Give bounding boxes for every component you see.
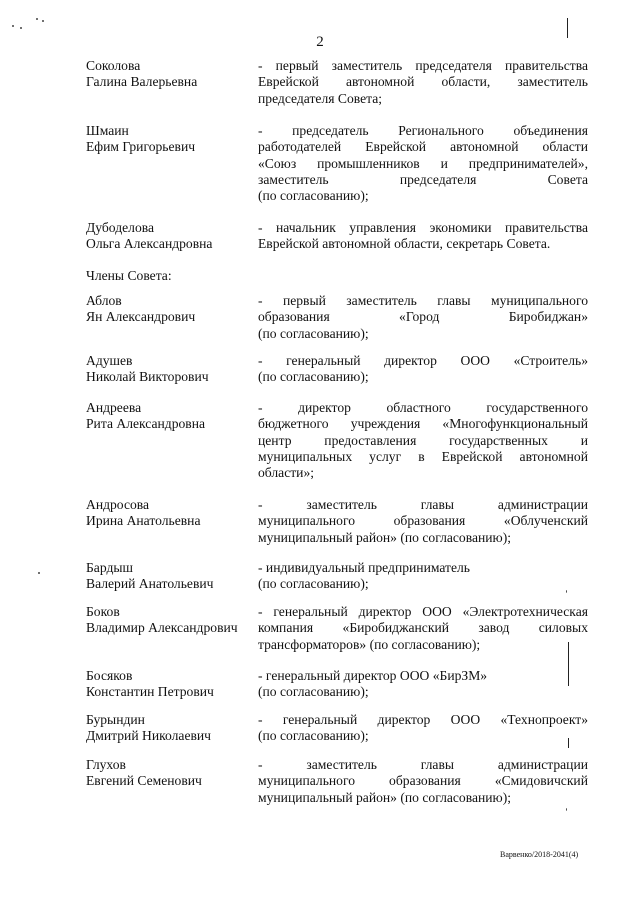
member-role-line: Еврейской автономной области, секретарь Совета.	[258, 236, 551, 252]
scan-speck	[36, 18, 38, 20]
member-role	[258, 353, 588, 386]
member-role-line: - генеральный директор ООО «Строитель»	[258, 353, 588, 368]
member-role-line: - председатель Регионального объединения	[258, 123, 588, 138]
member-role-line: - генеральный директор ООО «БирЗМ»	[258, 668, 488, 683]
member-role-line: - первый заместитель председателя правительства	[258, 58, 588, 73]
member-name	[86, 353, 258, 386]
member-role-line: - индивидуальный предприниматель	[258, 560, 470, 575]
member-role-line: бюджетного учреждения «Многофункциональный	[258, 416, 588, 432]
member-role	[258, 560, 588, 593]
member-role	[258, 604, 588, 653]
member-role-line: Еврейской автономной области, заместитель	[258, 74, 588, 90]
member-role-line: «Союз промышленников и предпринимателей»,	[258, 155, 588, 171]
member-role-line: (по согласованию);	[258, 684, 369, 700]
member-name	[86, 293, 258, 326]
member-name-line: Ирина Анатольевна	[86, 513, 201, 529]
section-title: Члены Совета:	[86, 268, 172, 283]
member-role-line: компания «Биробиджанский завод силовых	[258, 620, 588, 636]
member-name-line: Ян Александрович	[86, 309, 196, 325]
member-name-line: Ефим Григорьевич	[86, 139, 196, 155]
member-name-line: Аблов	[86, 293, 122, 308]
member-role-line: образования «Город Биробиджан»	[258, 309, 588, 325]
member-role-line: центр предоставления государственных и	[258, 432, 588, 448]
member-name	[86, 712, 258, 745]
member-name	[86, 123, 258, 156]
member-role-line: муниципальный район» (по согласованию);	[258, 789, 512, 805]
member-role-line: - генеральный директор ООО «Электротехническая	[258, 604, 588, 619]
member-name	[86, 668, 258, 701]
member-role-line: председателя Совета;	[258, 90, 383, 106]
scan-mark	[568, 642, 569, 686]
member-name-line: Владимир Александрович	[86, 620, 238, 636]
member-role-line: - первый заместитель главы муниципального	[258, 293, 588, 308]
scan-speck	[42, 20, 44, 22]
scan-speck	[566, 590, 567, 593]
scan-mark	[567, 18, 568, 38]
member-name-line: Глухов	[86, 757, 126, 772]
member-name-line: Евгений Семенович	[86, 773, 202, 789]
member-name-line: Дмитрий Николаевич	[86, 728, 212, 744]
member-name-line: Константин Петрович	[86, 684, 214, 700]
member-name	[86, 604, 258, 637]
member-name	[86, 497, 258, 530]
member-name-line: Дубоделова	[86, 220, 155, 235]
member-name	[86, 400, 258, 433]
member-role	[258, 220, 588, 253]
member-role-line: - заместитель главы администрации	[258, 757, 588, 772]
scan-speck	[566, 808, 567, 811]
member-name	[86, 757, 258, 790]
member-name-line: Андреева	[86, 400, 142, 415]
member-role	[258, 293, 588, 342]
member-role-line: муниципальных услуг в Еврейской автономной	[258, 448, 588, 464]
scan-speck	[12, 25, 14, 27]
member-name-line: Рита Александровна	[86, 416, 206, 432]
member-role-line: (по согласованию);	[258, 576, 369, 592]
member-role-line: работодателей Еврейской автономной области	[258, 139, 588, 155]
member-role	[258, 757, 588, 806]
member-role	[258, 712, 588, 745]
member-role-line: - генеральный директор ООО «Технопроект»	[258, 712, 588, 727]
member-name	[86, 560, 258, 593]
member-role-line: муниципального образования «Смидовичский	[258, 773, 588, 789]
member-role-line: - директор областного государственного	[258, 400, 588, 415]
member-name-line: Адушев	[86, 353, 133, 368]
member-name-line: Боков	[86, 604, 120, 619]
member-role	[258, 497, 588, 546]
member-role-line: заместитель председателя Совета	[258, 171, 588, 187]
member-role	[258, 58, 588, 107]
scan-mark	[568, 738, 569, 748]
scan-speck	[20, 27, 22, 29]
member-role-line: области»;	[258, 465, 315, 481]
member-name-line: Босяков	[86, 668, 133, 683]
member-role-line: (по согласованию);	[258, 188, 369, 204]
member-role-line: (по согласованию);	[258, 728, 369, 744]
member-role-line: (по согласованию);	[258, 325, 369, 341]
member-name-line: Николай Викторович	[86, 369, 209, 385]
page-number: 2	[316, 34, 324, 50]
member-name-line: Андросова	[86, 497, 150, 512]
member-name-line: Галина Валерьевна	[86, 74, 198, 90]
document-code: Варвенко/2018-2041(4)	[500, 850, 579, 859]
member-role-line: - начальник управления экономики правительства	[258, 220, 588, 235]
member-name-line: Соколова	[86, 58, 141, 73]
scan-speck	[38, 572, 40, 574]
member-name-line: Валерий Анатольевич	[86, 576, 214, 592]
member-role	[258, 123, 588, 204]
member-name	[86, 220, 258, 253]
member-role	[258, 668, 588, 701]
member-role-line: (по согласованию);	[258, 369, 369, 385]
member-name-line: Ольга Александровна	[86, 236, 213, 252]
member-name	[86, 58, 258, 91]
member-name-line: Бардыш	[86, 560, 133, 575]
member-role-line: муниципального образования «Облученский	[258, 513, 588, 529]
member-name-line: Шмаин	[86, 123, 129, 138]
member-name-line: Бурындин	[86, 712, 145, 727]
member-role	[258, 400, 588, 481]
member-role-line: трансформаторов» (по согласованию);	[258, 636, 481, 652]
member-role-line: муниципальный район» (по согласованию);	[258, 529, 512, 545]
member-role-line: - заместитель главы администрации	[258, 497, 588, 512]
